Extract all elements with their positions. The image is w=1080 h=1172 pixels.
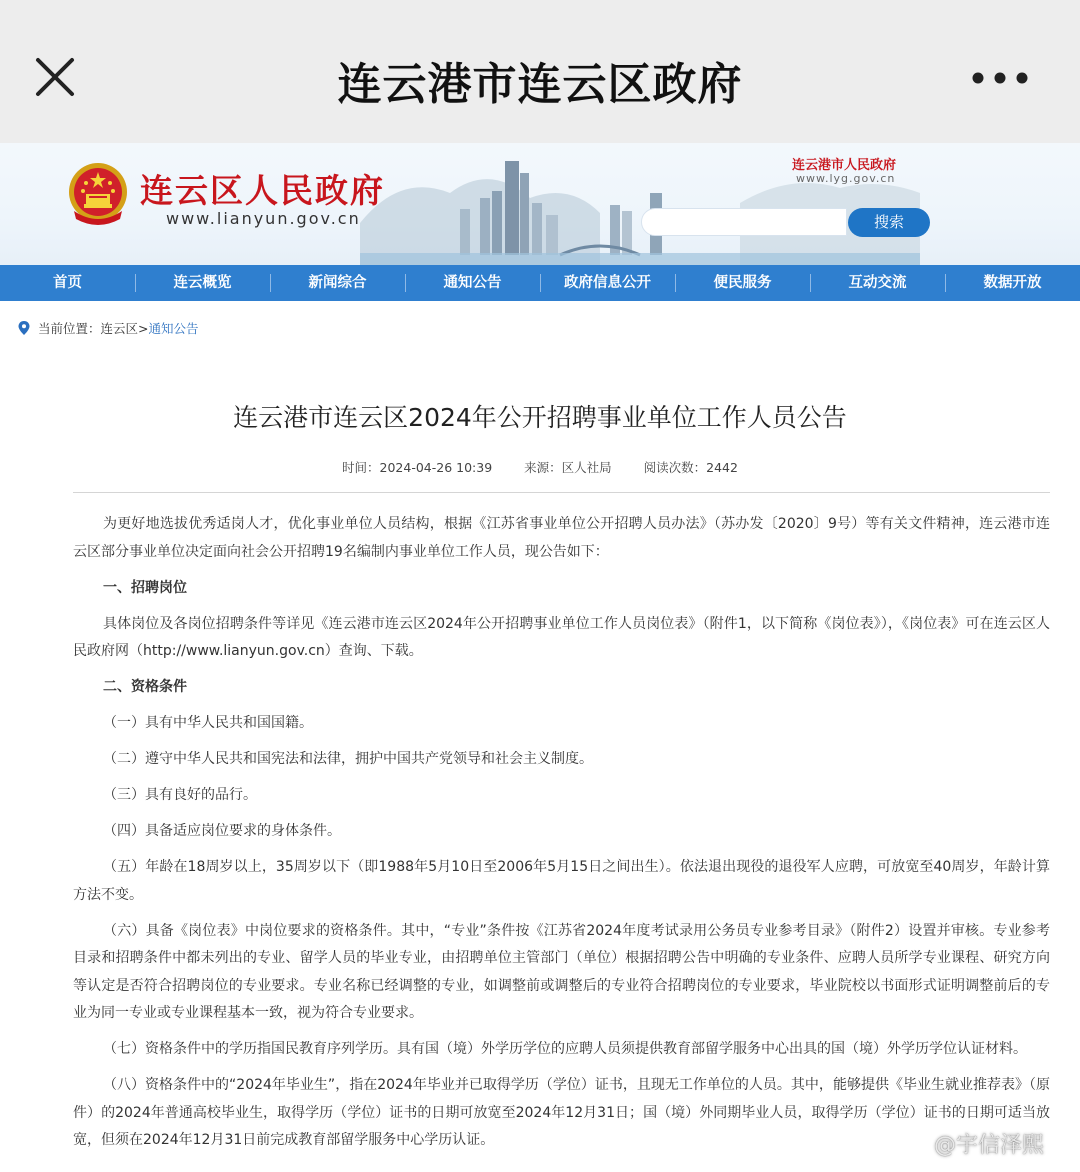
paragraph: （二）遵守中华人民共和国宪法和法律，拥护中国共产党领导和社会主义制度。 [103,751,593,767]
national-emblem-icon [66,161,130,227]
section-heading: 二、资格条件 [103,679,187,695]
article-meta [0,458,1080,476]
paragraph: （六）具备《岗位表》中岗位要求的资格条件。其中，“专业”条件按《江苏省2024年度考试录用公务员专业参考目录》（附件2）设置并审核。专业参考目录和招聘条件中都未列出的专业、留学人员的毕业专业，由招聘单位主管部门（单位）根据招聘公告中明确的专业条件、应聘人员所学专业课程、研究方向等认定是否符合招聘岗位的专业要求。专业名称已经调整的专业，如调整前或调整后的专业符合招聘岗位的专业要求，毕业院校以书面形式证明调整前后的专业为同一专业或专业课程基本一致，视为符合专业要求。 [73,922,1050,1021]
breadcrumb-prefix: 当前位置： [38,321,101,336]
nav-item-interaction[interactable]: 互动交流 [810,265,945,301]
nav-item-open-data[interactable]: 数据开放 [945,265,1080,301]
article-views: 阅读次数：2442 [643,460,738,475]
article-body [73,511,1050,1163]
paragraph: （一）具有中华人民共和国国籍。 [103,715,313,731]
search-input[interactable] [641,208,847,236]
watermark-text: @宇信泽熙 [934,1133,1045,1158]
site-name: 连云区人民政府 [140,171,385,210]
article-source: 来源：区人社局 [524,460,612,475]
breadcrumb-home[interactable]: 连云区> [100,321,149,336]
parent-site-name[interactable]: 连云港市人民政府 [792,158,897,173]
nav-item-notices[interactable]: 通知公告 [405,265,540,301]
nav-item-overview[interactable]: 连云概览 [135,265,270,301]
paragraph: 为更好地选拔优秀适岗人才，优化事业单位人员结构，根据《江苏省事业单位公开招聘人员办法》（苏办发〔2020〕9号）等有关文件精神，连云港市连云区部分事业单位决定面向社会公开招聘19名编制内事业单位工作人员，现公告如下： [73,516,1050,560]
site-banner [0,143,1080,265]
paragraph: （五）年龄在18周岁以上，35周岁以下（即1988年5月10日至2006年5月15日之间出生）。依法退出现役的退役军人应聘，可放宽至40周岁，年龄计算方法不变。 [73,859,1050,903]
parent-site-url[interactable]: www.lyg.gov.cn [796,172,896,185]
breadcrumb-current[interactable]: 通知公告 [148,321,199,336]
nav-item-news[interactable]: 新闻综合 [270,265,405,301]
divider [73,492,1050,493]
nav-item-home[interactable]: 首页 [53,275,82,291]
section-heading: 一、招聘岗位 [103,579,187,596]
paragraph: （三）具有良好的品行。 [103,787,257,803]
search-button[interactable]: 搜索 [848,208,930,237]
app-bar-title: 连云港市连云区政府 [337,59,743,110]
watermark [906,1128,1044,1159]
nav-item-services[interactable]: 便民服务 [675,265,810,301]
more-options-icon[interactable] [968,66,1032,90]
app-bar [0,0,1080,143]
paragraph: 具体岗位及各岗位招聘条件等详见《连云港市连云区2024年公开招聘事业单位工作人员岗位表》（附件1，以下简称《岗位表》），《岗位表》可在连云区人民政府网（http://www.lianyun.gov.cn）查询、下载。 [73,615,1050,659]
main-nav [0,265,1080,301]
article-title: 连云港市连云区2024年公开招聘事业单位工作人员公告 [233,403,847,432]
breadcrumb [18,319,199,337]
paragraph: （七）资格条件中的学历指国民教育序列学历。具有国（境）外学历学位的应聘人员须提供教育部留学服务中心出具的国（境）外学历学位认证材料。 [103,1041,1027,1057]
paragraph: （四）具备适应岗位要求的身体条件。 [103,823,341,839]
location-pin-icon [18,321,30,335]
nav-item-gov-info[interactable]: 政府信息公开 [540,265,675,301]
site-url: www.lianyun.gov.cn [166,209,361,228]
weibo-icon [906,1134,930,1154]
article-time: 时间：2024-04-26 10:39 [342,460,493,475]
paragraph: （八）资格条件中的“2024年毕业生”，指在2024年毕业并已取得学历（学位）证书，且现无工作单位的人员。其中，能够提供《毕业生就业推荐表》（原件）的2024年普通高校毕业生，取得学历（学位）证书的日期可放宽至2024年12月31日；国（境）外同期毕业人员，取得学历（学位）证书的日期可适当放宽，但须在2024年12月31日前完成教育部留学服务中心学历认证。 [73,1077,1050,1148]
